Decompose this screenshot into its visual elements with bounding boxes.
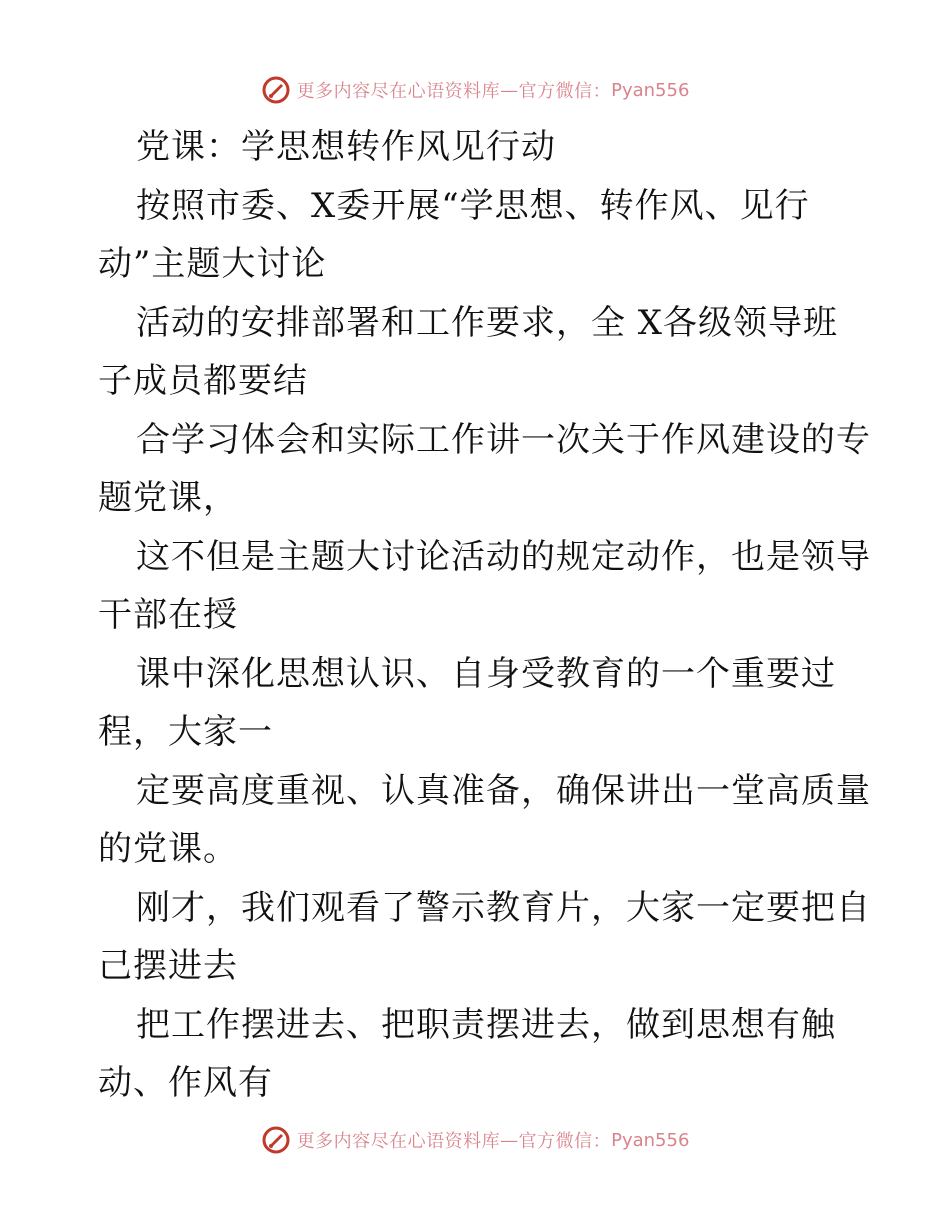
footer-banner-text: 更多内容尽在心语资料库: [296, 1131, 501, 1152]
paragraph-line: 这不但是主题大讨论活动的规定动作，也是领导: [136, 536, 871, 577]
brand-logo-icon: [261, 75, 291, 105]
footer-banner-official: 官方微信：: [518, 1131, 612, 1152]
footer-watermark-banner: [0, 1120, 950, 1160]
paragraph-line: 的党课。: [98, 829, 238, 869]
doc-title: 党课：学思想转作风见行动: [136, 127, 556, 167]
brand-logo-icon: [261, 1125, 291, 1155]
paragraph-line: 把工作摆进去、把职责摆进去，做到思想有触: [136, 1004, 836, 1045]
paragraph-line: 程，大家一: [98, 712, 273, 752]
paragraph-line: 己摆进去: [98, 946, 238, 986]
header-watermark-banner: [0, 70, 950, 110]
document-body: [98, 118, 871, 1113]
footer-banner-dash: —: [500, 1129, 519, 1151]
paragraph-line: 动、作风有: [98, 1063, 273, 1103]
paragraph-line: 干部在授: [98, 595, 238, 635]
header-banner-dash: —: [500, 79, 519, 101]
footer-banner-wechat: Pyan556: [611, 1129, 690, 1151]
paragraph-line: 合学习体会和实际工作讲一次关于作风建设的专: [136, 419, 871, 460]
paragraph-line: 刚才，我们观看了警示教育片，大家一定要把自: [136, 887, 871, 928]
paragraph-line: 子成员都要结: [98, 361, 308, 401]
paragraph-line: 题党课，: [98, 478, 238, 518]
header-banner-official: 官方微信：: [518, 81, 612, 102]
header-banner-text: 更多内容尽在心语资料库: [296, 81, 501, 102]
paragraph-line: 课中深化思想认识、自身受教育的一个重要过: [136, 653, 836, 694]
paragraph-line: 活动的安排部署和工作要求，全 X各级领导班: [136, 302, 839, 343]
header-banner-wechat: Pyan556: [611, 79, 690, 101]
paragraph-line: 定要高度重视、认真准备，确保讲出一堂高质量: [136, 770, 871, 811]
paragraph-line: 按照市委、X委开展“学思想、转作风、见行: [136, 185, 810, 226]
paragraph-line: 动”主题大讨论: [98, 244, 327, 284]
